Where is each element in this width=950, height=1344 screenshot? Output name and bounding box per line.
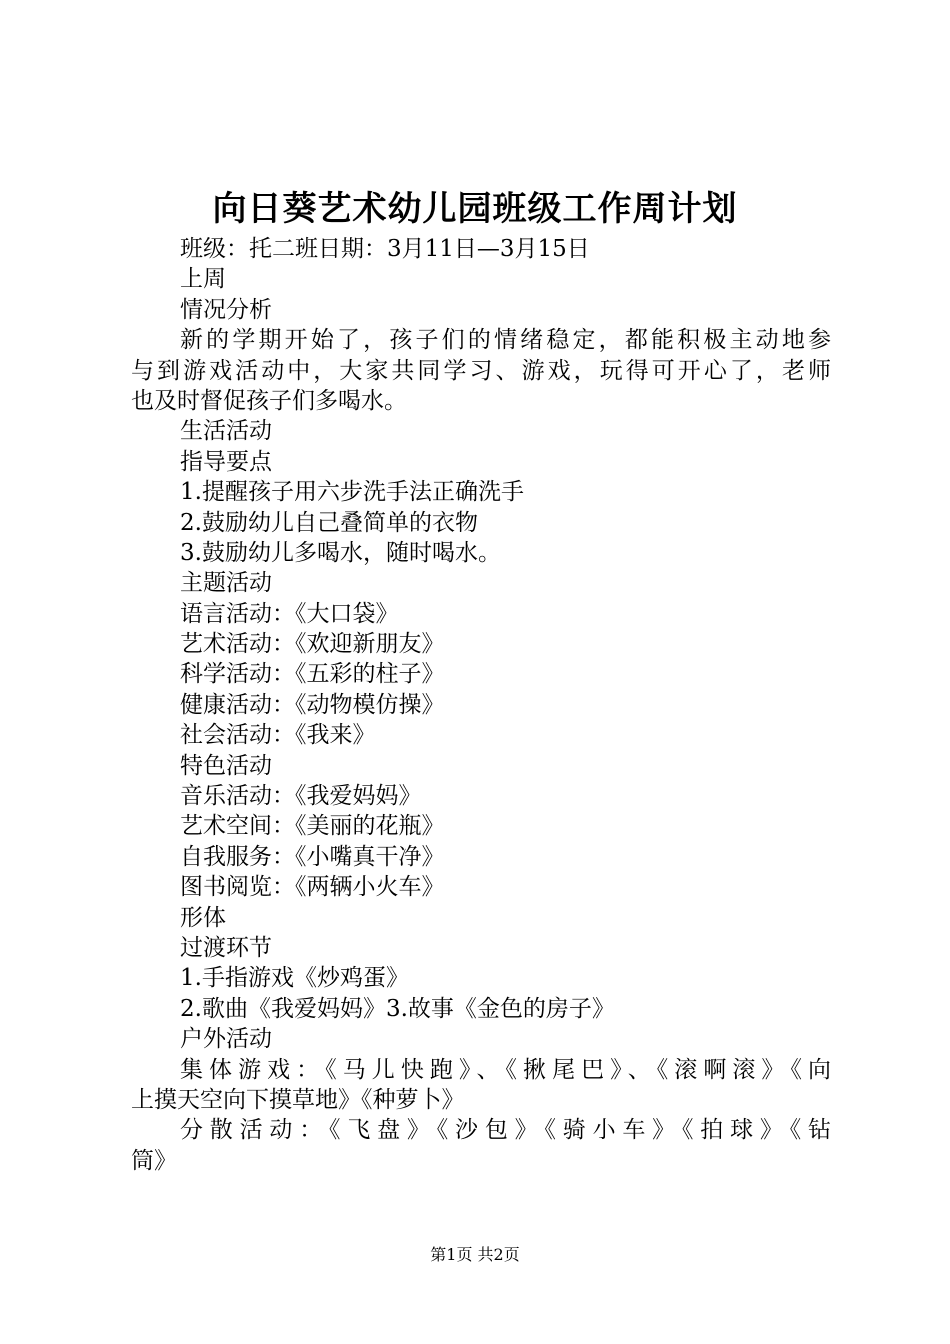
section-heading: 形体 [180, 904, 226, 931]
list-item: 艺术活动：《欢迎新朋友》 [180, 631, 445, 658]
list-item: 音乐活动：《我爱妈妈》 [180, 783, 422, 810]
list-item: 2.歌曲《我爱妈妈》3.故事《金色的房子》 [180, 995, 615, 1022]
list-item: 社会活动：《我来》 [180, 722, 376, 749]
section-heading: 过渡环节 [180, 934, 272, 961]
section-heading: 户外活动 [180, 1026, 272, 1053]
list-item: 1.提醒孩子用六步洗手法正确洗手 [180, 479, 524, 506]
paragraph-line: 集体游戏：《马儿快跑》、《揪尾巴》、《滚啊滚》《向 [180, 1056, 831, 1083]
list-item: 语言活动：《大口袋》 [180, 600, 399, 627]
paragraph-line: 新的学期开始了，孩子们的情绪稳定，都能积极主动地参 [180, 327, 831, 354]
class-date-line: 班级：托二班日期：3月11日—3月15日 [180, 236, 590, 262]
paragraph-line: 上摸天空向下摸草地》《种萝卜》 [131, 1086, 465, 1113]
document-title: 向日葵艺术幼儿园班级工作周计划 [212, 189, 738, 229]
paragraph-line: 也及时督促孩子们多喝水。 [131, 387, 407, 414]
section-heading: 生活活动 [180, 418, 272, 445]
paragraph-line: 与到游戏活动中，大家共同学习、游戏，玩得可开心了，老师 [131, 357, 831, 384]
list-item: 1.手指游戏《炒鸡蛋》 [180, 965, 409, 992]
section-heading: 指导要点 [180, 448, 272, 475]
page-footer: 第1页 共2页 [430, 1245, 520, 1264]
list-item: 图书阅览：《两辆小火车》 [180, 874, 445, 901]
section-heading: 情况分析 [180, 296, 272, 323]
list-item: 健康活动：《动物模仿操》 [180, 691, 445, 718]
list-item: 2.鼓励幼儿自己叠简单的衣物 [180, 509, 478, 536]
list-item: 3.鼓励幼儿多喝水，随时喝水。 [180, 539, 501, 566]
list-item: 艺术空间：《美丽的花瓶》 [180, 813, 445, 840]
paragraph-line: 分散活动：《飞盘》《沙包》《骑小车》《拍球》《钻 [180, 1117, 831, 1144]
section-heading: 特色活动 [180, 752, 272, 779]
section-heading: 上周 [180, 266, 226, 293]
list-item: 自我服务：《小嘴真干净》 [180, 843, 445, 870]
section-heading: 主题活动 [180, 570, 272, 597]
document-body [131, 234, 831, 1176]
list-item: 科学活动：《五彩的柱子》 [180, 661, 445, 688]
paragraph-line: 筒》 [131, 1147, 177, 1174]
